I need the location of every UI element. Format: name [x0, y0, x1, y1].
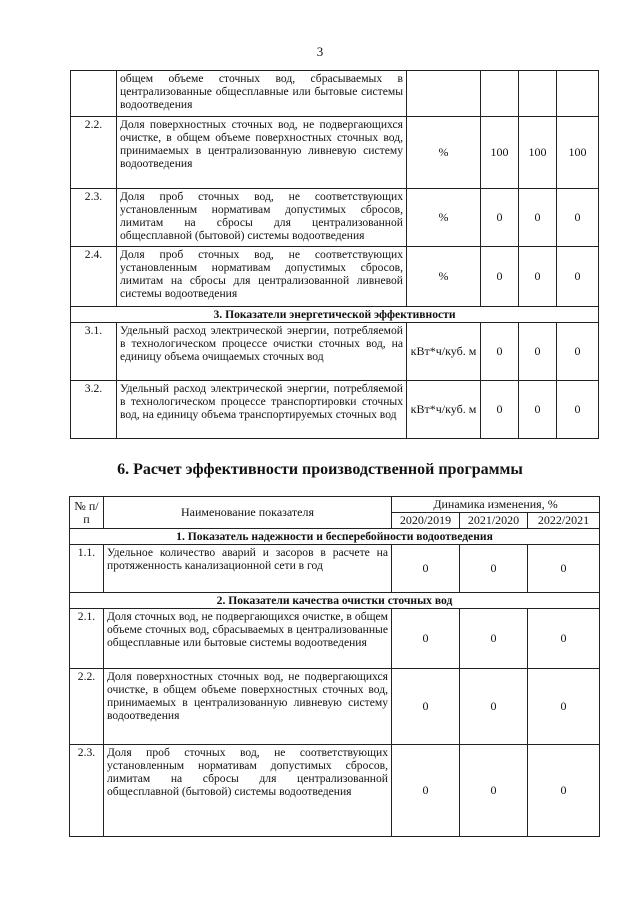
row-number: 2.3.	[71, 189, 117, 247]
value-cell: 0	[528, 545, 600, 593]
value-cell: 0	[519, 381, 557, 439]
table-row	[70, 609, 600, 669]
value-cell: 0	[557, 247, 599, 307]
value-cell: 0	[460, 545, 528, 593]
column-header-year: 2022/2021	[528, 513, 600, 529]
row-number: 2.2.	[70, 669, 104, 745]
table-row	[70, 545, 600, 593]
row-number: 2.4.	[71, 247, 117, 307]
value-cell: 0	[481, 323, 519, 381]
section-row	[70, 529, 600, 545]
table-header-row	[70, 497, 600, 513]
column-header-name: Наименование показателя	[104, 497, 392, 529]
unit-cell: кВт*ч/куб. м	[407, 323, 481, 381]
value-cell: 0	[481, 189, 519, 247]
row-number: 3.1.	[71, 323, 117, 381]
unit-cell: %	[407, 189, 481, 247]
table-row	[71, 247, 599, 307]
row-number: 3.2.	[71, 381, 117, 439]
value-cell	[481, 71, 519, 117]
value-cell: 0	[528, 669, 600, 745]
section-row	[70, 593, 600, 609]
value-cell: 0	[392, 669, 460, 745]
value-cell	[519, 71, 557, 117]
unit-cell: кВт*ч/куб. м	[407, 381, 481, 439]
row-number: 1.1.	[70, 545, 104, 593]
section-row	[71, 307, 599, 323]
table-row	[70, 669, 600, 745]
column-header-number: № п/п	[70, 497, 104, 529]
value-cell: 0	[528, 745, 600, 837]
section-title: 3. Показатели энергетической эффективности	[71, 307, 599, 323]
value-cell: 0	[557, 189, 599, 247]
value-cell: 0	[557, 381, 599, 439]
value-cell: 0	[392, 609, 460, 669]
section-heading: 6. Расчет эффективности производственной программы	[117, 461, 523, 478]
row-number: 2.1.	[70, 609, 104, 669]
table-row	[71, 71, 599, 117]
section-title: 1. Показатель надежности и бесперебойности водоотведения	[70, 529, 600, 545]
table-row	[71, 117, 599, 189]
unit-cell	[407, 71, 481, 117]
page-number: 3	[316, 44, 324, 59]
value-cell: 0	[519, 247, 557, 307]
value-cell: 0	[557, 323, 599, 381]
value-cell: 0	[519, 323, 557, 381]
section-title: 2. Показатели качества очистки сточных вод	[70, 593, 600, 609]
efficiency-table	[69, 496, 600, 837]
row-number: 2.2.	[71, 117, 117, 189]
row-number: 2.3.	[70, 745, 104, 837]
row-number	[71, 71, 117, 117]
value-cell: 0	[481, 247, 519, 307]
indicator-name: Доля проб сточных вод, не соответствующих установленным нормативам допустимых сбросов, лимитам на сбросы для централизованной общесплавной (бытовой) системы водоотведения	[104, 745, 392, 837]
table-row	[71, 323, 599, 381]
value-cell: 100	[519, 117, 557, 189]
indicator-name: Доля поверхностных сточных вод, не подвергающихся очистке, в общем объеме поверхностных сточных вод, принимаемых в централизованную ливневую систему водоотведения	[104, 669, 392, 745]
unit-cell: %	[407, 117, 481, 189]
column-header-dynamics: Динамика изменения, %	[392, 497, 600, 513]
value-cell: 0	[528, 609, 600, 669]
value-cell: 0	[460, 609, 528, 669]
column-header-year: 2021/2020	[460, 513, 528, 529]
indicator-name: общем объеме сточных вод, сбрасываемых в централизованные общесплавные или бытовые системы водоотведения	[117, 71, 407, 117]
value-cell	[557, 71, 599, 117]
table-row	[70, 745, 600, 837]
table-row	[71, 381, 599, 439]
continued-indicators-table	[70, 70, 599, 439]
indicator-name: Доля сточных вод, не подвергающихся очистке, в общем объеме сточных вод, сбрасываемых в централизованные общесплавные или бытовые системы водоотведения	[104, 609, 392, 669]
indicator-name: Удельный расход электрической энергии, потребляемой в технологическом процессе транспортировки сточных вод, на единицу объема транспортируемых сточных вод	[117, 381, 407, 439]
value-cell: 0	[519, 189, 557, 247]
value-cell: 0	[392, 545, 460, 593]
indicator-name: Доля проб сточных вод, не соответствующих установленным нормативам допустимых сбросов, лимитам на сбросы для централизованной ливневой системы водоотведения	[117, 247, 407, 307]
table-row	[71, 189, 599, 247]
value-cell: 0	[392, 745, 460, 837]
indicator-name: Удельный расход электрической энергии, потребляемой в технологическом процессе очистки сточных вод, на единицу объема очищаемых сточных вод	[117, 323, 407, 381]
unit-cell: %	[407, 247, 481, 307]
column-header-year: 2020/2019	[392, 513, 460, 529]
indicator-name: Доля поверхностных сточных вод, не подвергающихся очистке, в общем объеме поверхностных сточных вод, принимаемых в централизованную ливневую систему водоотведения	[117, 117, 407, 189]
value-cell: 0	[460, 745, 528, 837]
indicator-name: Доля проб сточных вод, не соответствующих установленным нормативам допустимых сбросов, лимитам на сбросы для централизованной общесплавной (бытовой) системы водоотведения	[117, 189, 407, 247]
value-cell: 0	[460, 669, 528, 745]
value-cell: 100	[557, 117, 599, 189]
value-cell: 100	[481, 117, 519, 189]
value-cell: 0	[481, 381, 519, 439]
indicator-name: Удельное количество аварий и засоров в расчете на протяженность канализационной сети в год	[104, 545, 392, 593]
